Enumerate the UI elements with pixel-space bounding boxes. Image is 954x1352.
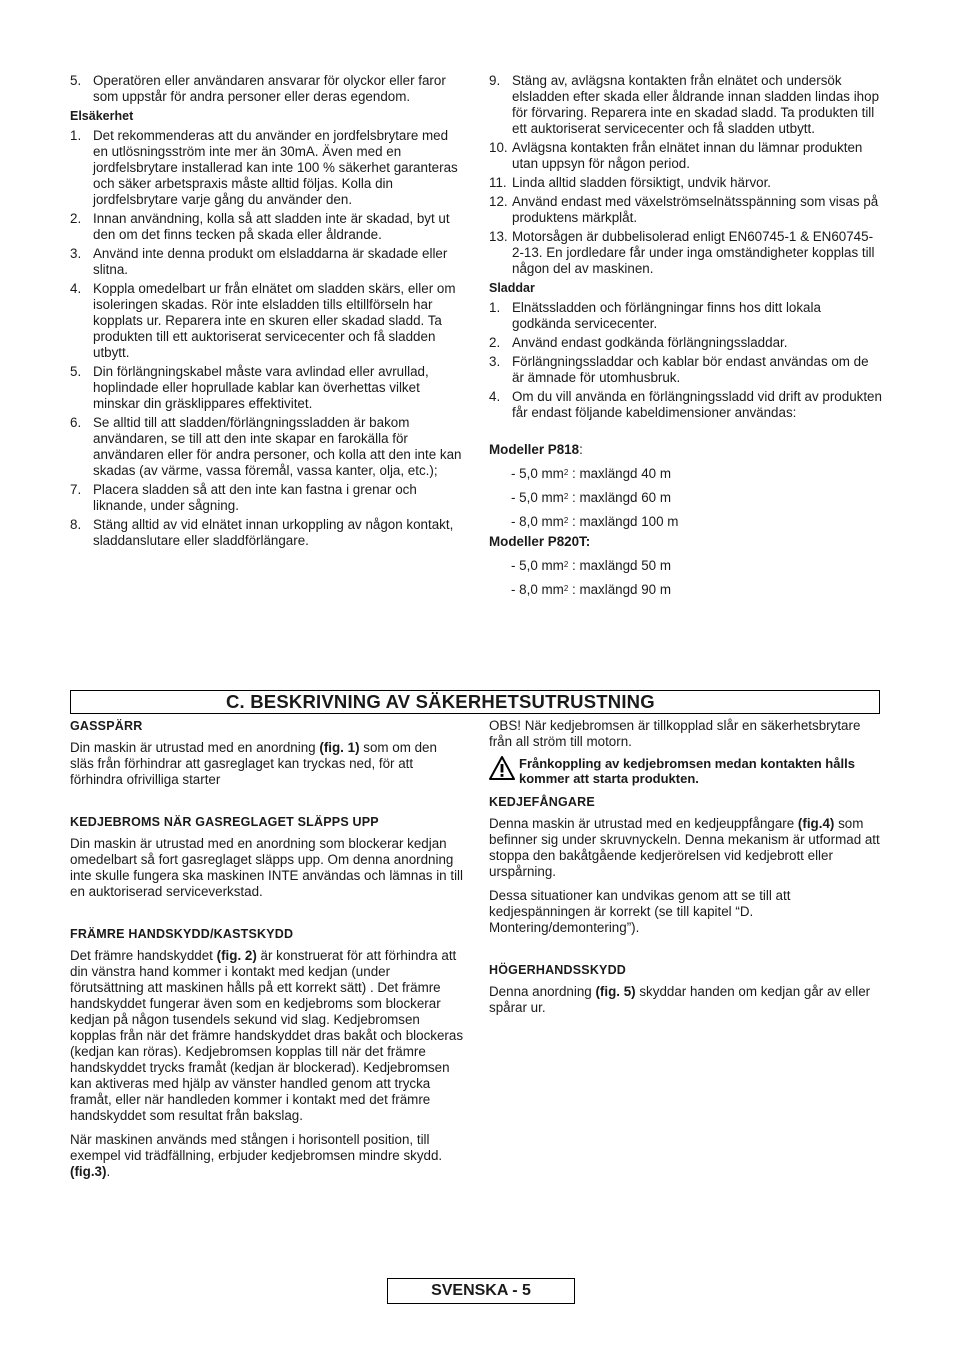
list-item: 8. Stäng alltid av vid elnätet innan urkoppling av någon kontakt, sladdanslutare eller sladdförlängare. <box>70 517 454 548</box>
list-item: 10. Avlägsna kontakten från elnätet innan du lämnar produkten utan uppsyn för någon period. <box>489 140 863 171</box>
list-item: 11. Linda alltid sladden försiktigt, undvik härvor. <box>489 175 772 190</box>
spec-row: - 5,0 $mm^2$ : maxlängd 60 m <box>511 490 671 505</box>
situationer-paragraph: Dessa situationer kan undvikas genom att se till att kedjespänningen är korrekt (se till kapitel “D. Montering/demontering”). <box>489 888 791 935</box>
spec-row: - 8,0 $mm^2$ : maxlängd 100 m <box>511 514 679 529</box>
gasspar-paragraph: Din maskin är utrustad med en anordning (fig. 1) som om den släs från förhindrar att gasreglaget kan tryckas ned, för att förhindra ofrivilliga starter <box>70 740 437 787</box>
elsakerhet-list <box>70 128 464 549</box>
list-item: 2. Innan användning, kolla så att sladden inte är skadad, byt ut den om det finns tecken på skada eller åldrande. <box>70 211 450 242</box>
sladdar-heading: Sladdar <box>489 281 535 295</box>
obs-paragraph: OBS! När kedjebromsen är tillkopplad slår en säkerhetsbrytare från all ström till motorn. <box>489 718 861 749</box>
section-c-title: C. BESKRIVNING AV SÄKERHETSUTRUSTNING <box>226 691 655 712</box>
warning-text: Frånkoppling av kedjebromsen medan kontakten hålls kommer att starta produkten. <box>519 756 855 786</box>
hogerhandsskydd-paragraph: Denna anordning (fig. 5) skyddar handen om kedjan går av eller spårar ur. <box>489 984 871 1015</box>
list-item: 7. Placera sladden så att den inte kan fastna i grenar och liknande, under sågning. <box>70 482 417 513</box>
list-item: 13. Motorsågen är dubbelisolerad enligt EN60745-1 & EN60745-2-13. En jordledare får under inga omständigheter kopplas till någon del av maskinen. <box>489 229 875 276</box>
kedjefangare-heading: KEDJEFÅNGARE <box>489 795 595 809</box>
list-item: 3. Använd inte denna produkt om elsladdarna är skadade eller slitna. <box>70 246 448 277</box>
framre-handskydd-paragraph: Det främre handskyddet (fig. 2) är konstruerat för att förhindra att din vänstra hand kommer i kontakt med kedjan (under förutsättning att maskinen hålls på ett korrekt sätt) . Det främre handskyddet fungerar även som en kedjebroms som blockerar kedjan på någon tusendels sekund vid slag. Kedjebromsen kopplas från när det främre handskyddet dras bakåt och blockeras (kedjan kan röras). Kedjebromsen kopplas till när det främre handskyddet trycks framåt (kedjan är blockerad). Kedjebromsen kan aktiveras med hjälp av vänster handled genom att trycka framåt, eller när handleden kommer i kontakt med det främre handskyddet som resultat från bakslag. <box>70 948 464 1123</box>
list-item: 1. Elnätssladden och förlängningar finns hos ditt lokala godkända servicecenter. <box>489 300 821 331</box>
operator-responsibility-list <box>70 73 464 105</box>
model-p820t-label: Modeller P820T: <box>489 534 591 549</box>
left-column-top <box>70 73 464 552</box>
list-item: 4. Om du vill använda en förlängningssladd vid drift av produkten får endast följande kabeldimensioner användas: <box>489 389 882 420</box>
kedjefangare-paragraph: Denna maskin är utrustad med en kedjeuppfångare (fig.4) som befinner sig under skruvnyckeln. Denna mekanism är utformad att stoppa den bakåtgående kedjerörelsen vid kedjebrott eller urspårning. <box>489 816 880 879</box>
framre-handskydd-heading: FRÄMRE HANDSKYDD/KASTSKYDD <box>70 927 294 941</box>
spec-row: - 5,0 $mm^2$ : maxlängd 50 m <box>511 558 671 573</box>
kedjebroms-paragraph: Din maskin är utrustad med en anordning som blockerar kedjan omedelbart så fort gasreglaget släpps upp. Om denna anordning inte skulle fungera ska maskinen INTE användas och lämnas in till en auktoriserad serviceverkstad. <box>70 836 463 899</box>
list-item: 9. Stäng av, avlägsna kontakten från elnätet och undersök elsladden efter skada eller åldrande innan sladden lindas ihop för förvaring. Reparera inte en skadad sladd. Ta produkten till ett auktoriserat servicecenter och få sladden utbytt. <box>489 73 880 136</box>
page-footer <box>387 1278 575 1304</box>
list-item: 6. Se alltid till att sladden/förlängningssladden är bakom användaren, se till att den inte skapar en farokälla för användaren eller för andra personer, och kolla att den inte kan skadas (av värme, vassa föremål, vassa kanter, olja, etc.); <box>70 415 462 478</box>
model-p818-label: Modeller P818: <box>489 442 583 457</box>
left-column-bottom <box>70 718 464 1188</box>
warning-notice <box>489 756 883 786</box>
sladdar-list <box>489 300 883 421</box>
list-item: 4. Koppla omedelbart ur från elnätet om sladden skärs, eller om isoleringen skadas. Rör inte elsladden tills eltillförseln har kopplats ur. Reparera inte en skuren eller skadad sladd. Ta produkten till ett auktoriserat servicecenter och få sladden utbytt. <box>70 281 456 360</box>
gasspar-heading: GASSPÄRR <box>70 719 143 733</box>
right-column-bottom <box>489 718 883 1024</box>
list-item: 12. Använd endast med växelströmselnätsspänning som visas på produktens märkplåt. <box>489 194 879 225</box>
right-column-top <box>489 73 883 602</box>
list-item: 2. Använd endast godkända förlängningssladdar. <box>489 335 788 350</box>
horisontell-paragraph: När maskinen används med stången i horisontell position, till exempel vid trädfällning, erbjuder kedjebromsen mindre skydd. (fig.3). <box>70 1132 443 1179</box>
hogerhandsskydd-heading: HÖGERHANDSSKYDD <box>489 963 627 977</box>
page-number-label: SVENSKA - 5 <box>431 1282 531 1299</box>
list-item: 5. Operatören eller användaren ansvarar för olyckor eller faror som uppstår för andra personer eller deras egendom. <box>70 73 446 104</box>
spec-row: - 8,0 $mm^2$ : maxlängd 90 m <box>511 582 671 597</box>
spec-row: - 5,0 $mm^2$ : maxlängd 40 m <box>511 466 671 481</box>
list-item: 5. Din förlängningskabel måste vara avlindad eller avrullad, hoplindade eller hoprullade kablar kan överhettas vilket minskar din gräsklippares effektivitet. <box>70 364 429 411</box>
kedjebroms-heading: KEDJEBROMS NÄR GASREGLAGET SLÄPPS UPP <box>70 815 379 829</box>
warning-triangle-icon <box>489 756 515 780</box>
list-item: 1. Det rekommenderas att du använder en jordfelsbrytare med en utlösningsström inte mer än 30mA. Även med en jordfelsbrytare installerad kan inte 100 % säkerhet garanteras och säker arbetspraxis måste alltid följas. Kolla din jordfelsbrytare varje gång du använder den. <box>70 128 458 207</box>
cord-safety-list <box>489 73 883 277</box>
list-item: 3. Förlängningssladdar och kablar bör endast användas om de är ämnade för utomhusbruk. <box>489 354 869 385</box>
elsakerhet-heading: Elsäkerhet <box>70 109 134 123</box>
section-c-title-box <box>70 690 880 714</box>
